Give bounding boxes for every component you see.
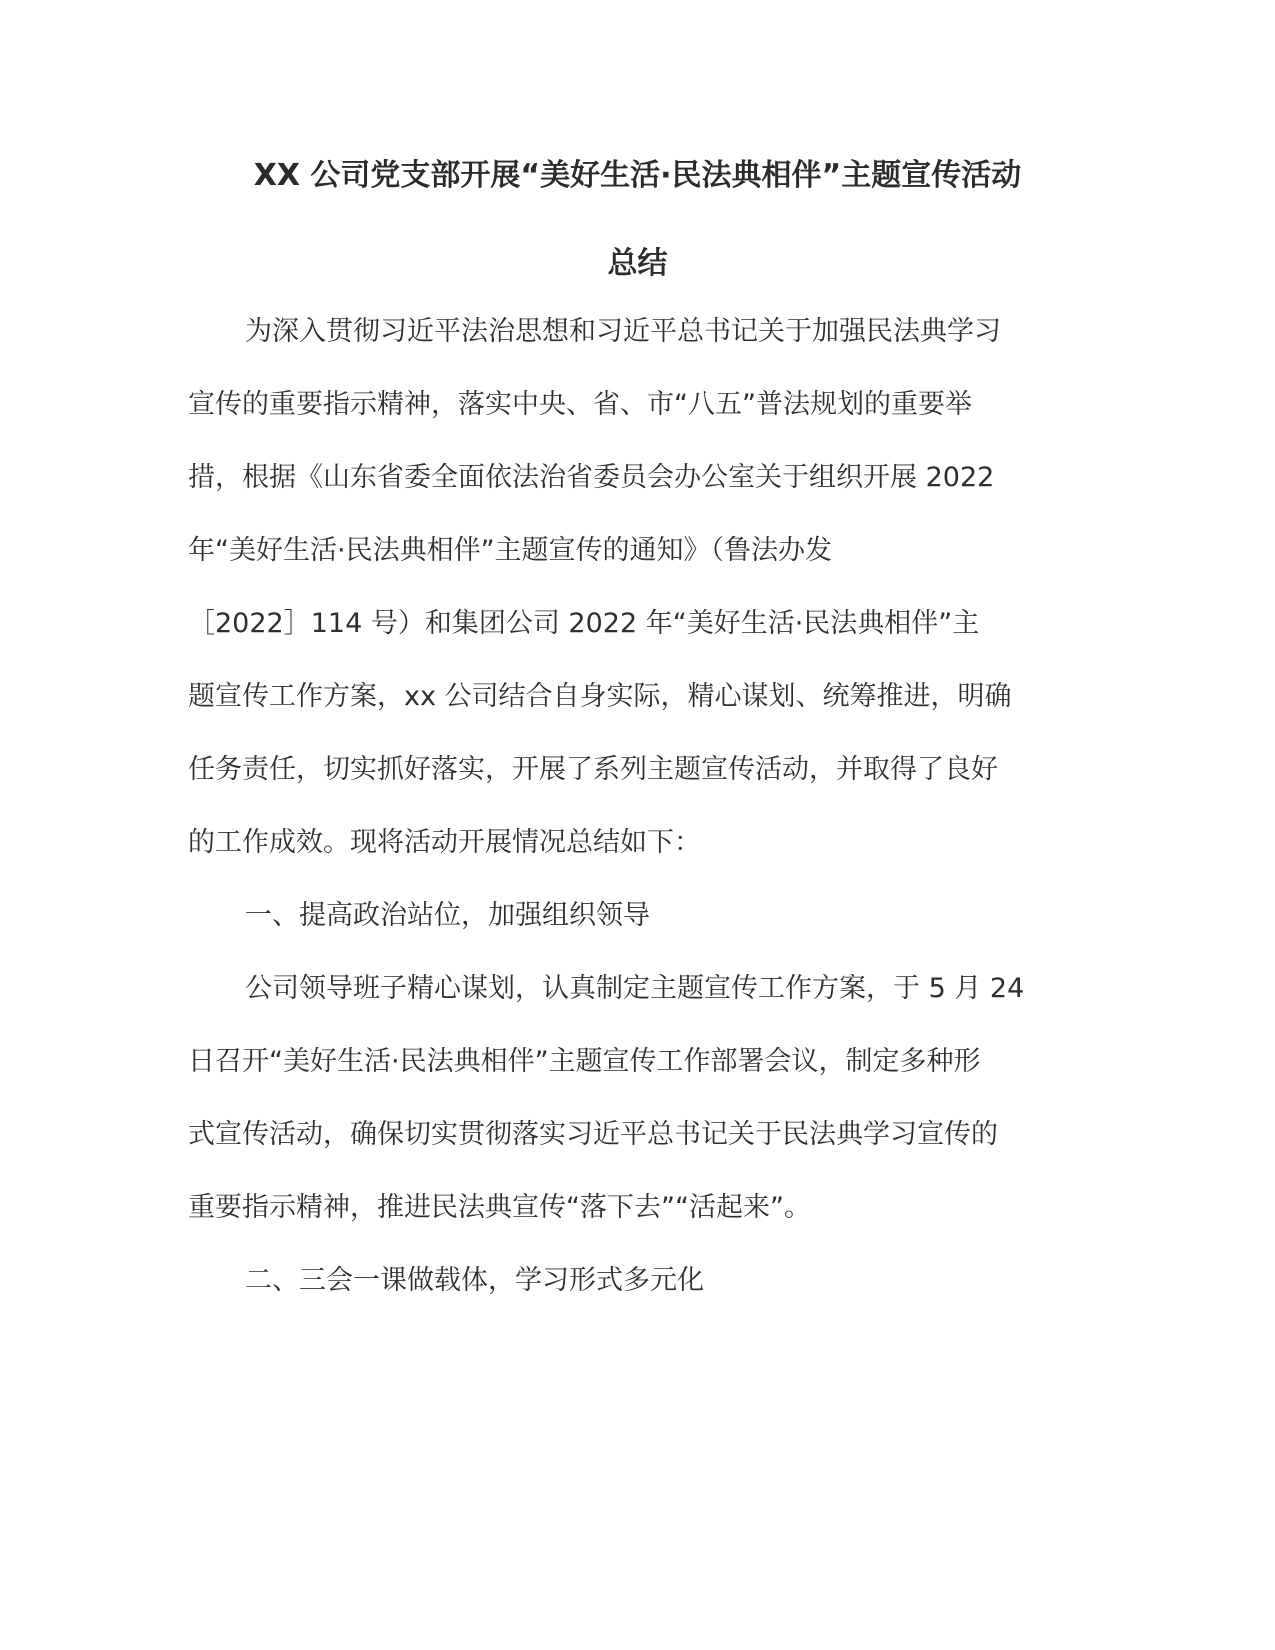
document-title-line-2: 总结: [607, 246, 668, 281]
paragraph-line: 式宣传活动，确保切实贯彻落实习近平总书记关于民法典学习宣传的: [188, 1119, 998, 1150]
paragraph-line: 年“美好生活·民法典相伴”主题宣传的通知》（鲁法办发: [188, 535, 833, 566]
paragraph-line: 任务责任，切实抓好落实，开展了系列主题宣传活动，并取得了良好: [188, 754, 998, 785]
paragraph-line: ［2022］114 号）和集团公司 2022 年“美好生活·民法典相伴”主: [188, 608, 980, 639]
paragraph-line: 重要指示精神，推进民法典宣传“落下去”“活起来”。: [188, 1192, 811, 1223]
section-heading-2: 二、三会一课做载体，学习形式多元化: [245, 1265, 704, 1296]
paragraph-line: 为深入贯彻习近平法治思想和习近平总书记关于加强民法典学习: [245, 316, 1001, 347]
paragraph-line: 的工作成效。现将活动开展情况总结如下：: [188, 827, 701, 858]
paragraph-line: 日召开“美好生活·民法典相伴”主题宣传工作部署会议，制定多种形: [188, 1046, 981, 1077]
document-title-line-1: XX 公司党支部开展“美好生活·民法典相伴”主题宣传活动: [253, 158, 1022, 193]
paragraph-line: 措，根据《山东省委全面依法治省委员会办公室关于组织开展 2022: [188, 462, 995, 493]
paragraph-line: 题宣传工作方案，xx 公司结合自身实际，精心谋划、统筹推进，明确: [188, 681, 1012, 712]
paragraph-line: 宣传的重要指示精神，落实中央、省、市“八五”普法规划的重要举: [188, 389, 972, 420]
paragraph-line: 公司领导班子精心谋划，认真制定主题宣传工作方案，于 5 月 24: [245, 973, 1025, 1004]
section-heading-1: 一、提高政治站位，加强组织领导: [245, 900, 650, 931]
